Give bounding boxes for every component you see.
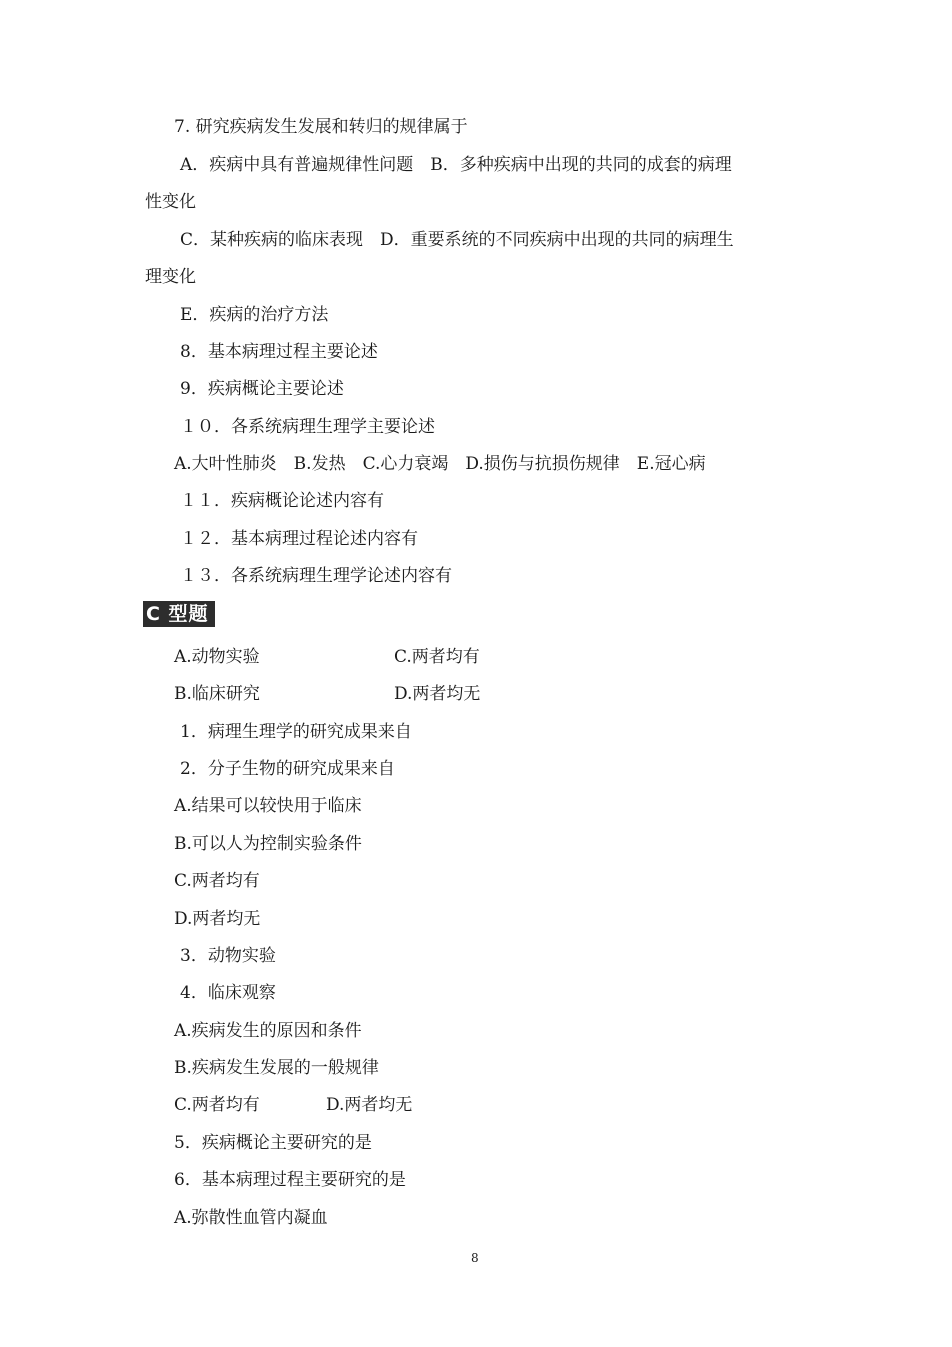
c-question-1: 1．病理生理学的研究成果来自 [180,722,412,742]
question-7: 7. 研究疾病发生发展和转归的规律属于 [174,117,468,137]
question-8: 8．基本病理过程主要论述 [180,342,378,362]
group2-option-c: C.两者均有 [174,871,260,891]
group2-option-a: A.结果可以较快用于临床 [174,796,362,816]
group3-option-c: C.两者均有 [174,1095,260,1115]
question-7-options-ab: A．疾病中具有普遍规律性问题 B．多种疾病中出现的共同的成套的病理 [180,155,732,175]
group1-option-d: D.两者均无 [394,684,481,704]
options-8-10: A.大叶性肺炎 B.发热 C.心力衰竭 D.损伤与抗损伤规律 E.冠心病 [174,454,706,474]
question-11: １１．疾病概论论述内容有 [180,491,384,511]
question-7-option-b-continued: 性变化 [145,192,196,212]
c-question-3: 3．动物实验 [180,946,276,966]
section-heading-c-type: C 型题 [143,601,215,627]
group1-option-a: A.动物实验 [174,647,260,667]
c-question-4: 4．临床观察 [180,983,276,1003]
group3-option-d: D.两者均无 [326,1095,413,1115]
question-10: １０．各系统病理生理学主要论述 [180,417,435,437]
question-13: １３．各系统病理生理学论述内容有 [180,566,452,586]
question-7-options-cd: C．某种疾病的临床表现 D．重要系统的不同疾病中出现的共同的病理生 [180,230,734,250]
group4-option-a: A.弥散性血管内凝血 [174,1208,328,1228]
c-question-6: 6．基本病理过程主要研究的是 [174,1170,406,1190]
question-12: １２．基本病理过程论述内容有 [180,529,418,549]
group3-option-b: B.疾病发生发展的一般规律 [174,1058,379,1078]
question-9: 9．疾病概论主要论述 [180,379,344,399]
question-7-option-d-continued: 理变化 [145,267,196,287]
c-question-5: 5．疾病概论主要研究的是 [174,1133,372,1153]
group3-option-a: A.疾病发生的原因和条件 [174,1021,362,1041]
group2-option-b: B.可以人为控制实验条件 [174,834,362,854]
c-question-2: 2．分子生物的研究成果来自 [180,759,395,779]
group1-option-c: C.两者均有 [394,647,480,667]
group1-option-b: B.临床研究 [174,684,260,704]
question-7-option-e: E．疾病的治疗方法 [180,305,329,325]
group2-option-d: D.两者均无 [174,909,261,929]
page-number: 8 [471,1251,479,1265]
